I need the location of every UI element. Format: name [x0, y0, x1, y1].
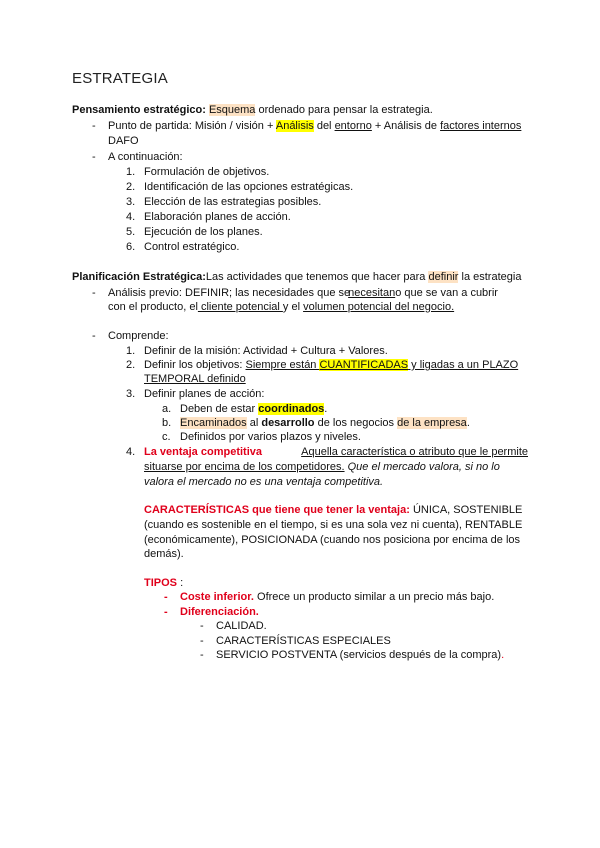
text: o que se van a cubrir	[395, 287, 498, 299]
item-number: 2.	[126, 359, 136, 371]
bullet-dash: -	[200, 649, 204, 661]
sub-item-coordinados	[180, 402, 327, 416]
text-volumen-potencial: volumen potencial del negocio.	[303, 301, 455, 313]
step-number: 4.	[126, 211, 136, 223]
planificacion-heading: Planificación Estratégica:	[72, 271, 206, 283]
diferenciacion-item: CALIDAD.	[216, 620, 267, 632]
bullet-dash: -	[200, 635, 204, 647]
bullet-dash: -	[92, 120, 96, 132]
item-objetivos-cont: TEMPORAL definido	[144, 373, 246, 385]
item-ventaja-line-3: valora el mercado no es una ventaja competitiva.	[144, 476, 384, 488]
step-number: 6.	[126, 241, 136, 253]
analisis-line-1	[108, 286, 528, 300]
step-number: 3.	[126, 196, 136, 208]
text: Las actividades que tenemos que hacer para	[205, 271, 429, 283]
bullet-dash: -	[92, 330, 96, 342]
comprende-label: Comprende:	[108, 330, 169, 342]
text: + Análisis de	[371, 120, 441, 132]
text: Deben de estar	[180, 403, 259, 415]
step-item: Formulación de objetivos.	[144, 166, 270, 178]
text: SERVICIO POSTVENTA (servicios después de la compra)	[216, 649, 502, 661]
analisis-line-2	[108, 300, 454, 314]
caracteristicas-line-3: (económicamente), POSICIONADA (cuando nos posiciona por encima de los	[144, 534, 521, 546]
text: Que el mercado valora, si no lo	[344, 461, 500, 473]
text-entorno: entorno	[334, 120, 372, 132]
sub-item-encaminados	[180, 416, 470, 430]
pensamiento-line	[72, 103, 433, 117]
item-number: 3.	[126, 388, 136, 400]
text: ÚNICA, SOSTENIBLE	[409, 504, 523, 516]
text: .	[466, 417, 470, 429]
caracteristicas-line-1	[144, 503, 522, 517]
text: situarse por encima de los competidores.	[144, 461, 345, 473]
page-title: ESTRATEGIA	[72, 70, 168, 87]
highlight-esquema: Esquema	[208, 104, 256, 116]
highlight-empresa: de la empresa	[397, 417, 467, 429]
step-number: 2.	[126, 181, 136, 193]
coste-heading: Coste inferior.	[180, 591, 254, 603]
item-ventaja-line-1	[144, 445, 528, 459]
sub-letter: a.	[162, 403, 172, 415]
step-item: Elección de las estrategias posibles.	[144, 196, 322, 208]
step-item: Control estratégico.	[144, 241, 240, 253]
ventaja-heading: La ventaja competitiva	[144, 446, 262, 458]
text: .	[501, 649, 505, 661]
tipos-line	[144, 576, 183, 590]
diferenciacion-item	[216, 648, 504, 662]
tipo-diferenciacion: Diferenciación.	[180, 606, 259, 618]
step-item: Identificación de las opciones estratégicas.	[144, 181, 354, 193]
item-number: 1.	[126, 345, 136, 357]
continuacion-label: A continuación:	[108, 151, 183, 163]
bullet-dash: -	[92, 287, 96, 299]
bullet-dash: -	[92, 151, 96, 163]
text: de los negocios	[314, 417, 398, 429]
tipo-coste	[180, 590, 494, 604]
text: y ligadas a un PLAZO	[408, 359, 519, 371]
text: :	[177, 577, 184, 589]
caracteristicas-line-2: (cuando es sostenible en el tiempo, si es una sola vez ni cuenta), RENTABLE	[144, 519, 523, 531]
item-objetivos	[144, 358, 518, 372]
text: Análisis previo: DEFINIR; las necesidades que se	[108, 287, 351, 299]
planificacion-line	[72, 270, 521, 284]
sub-letter: b.	[162, 417, 172, 429]
text: Ofrece un producto similar a un precio más bajo.	[253, 591, 495, 603]
sub-item-plazos: Definidos por varios plazos y niveles.	[180, 431, 361, 443]
text: y el	[282, 301, 304, 313]
text: Definir los objetivos:	[144, 359, 246, 371]
text: ordenado para pensar la estrategia.	[255, 104, 433, 116]
step-item: Ejecución de los planes.	[144, 226, 263, 238]
bullet-dash: -	[164, 591, 168, 603]
item-ventaja-line-2	[144, 460, 500, 474]
highlight-coordinados: coordinados	[258, 403, 325, 415]
text: del	[313, 120, 335, 132]
pensamiento-heading: Pensamiento estratégico:	[72, 104, 206, 116]
bullet-dash: -	[200, 620, 204, 632]
highlight-encaminados: Encaminados	[180, 417, 247, 429]
highlight-definir: definir	[428, 271, 459, 283]
text: Aquella característica o atributo que le permite	[301, 446, 528, 458]
text: Siempre están	[245, 359, 320, 371]
diferenciacion-item: CARACTERÍSTICAS ESPECIALES	[216, 635, 391, 647]
highlight-cuantificadas: CUANTIFICADAS	[319, 359, 409, 371]
punto-partida	[108, 119, 521, 133]
dafo-text: DAFO	[108, 135, 139, 147]
item-number: 4.	[126, 446, 136, 458]
text-desarrollo: desarrollo	[261, 417, 315, 429]
text: al	[246, 417, 262, 429]
item-planes: Definir planes de acción:	[144, 388, 265, 400]
step-number: 1.	[126, 166, 136, 178]
text-factores: factores internos	[440, 120, 522, 132]
sub-letter: c.	[162, 431, 171, 443]
item-mision: Definir de la misión: Actividad + Cultura + Valores.	[144, 345, 388, 357]
text: la estrategia	[458, 271, 522, 283]
caracteristicas-heading: CARACTERÍSTICAS que tiene que tener la ventaja:	[144, 504, 410, 516]
text: Punto de partida: Misión / visión +	[108, 120, 276, 132]
text: con el producto, el	[108, 301, 198, 313]
tipos-heading: TIPOS	[144, 577, 178, 589]
text: .	[324, 403, 328, 415]
text-cliente-potencial: cliente potencial	[197, 301, 283, 313]
step-item: Elaboración planes de acción.	[144, 211, 291, 223]
bullet-dash: -	[164, 606, 168, 618]
step-number: 5.	[126, 226, 136, 238]
caracteristicas-line-4: demás).	[144, 548, 184, 560]
text-necesitan: necesitan	[348, 287, 396, 299]
highlight-analisis: Análisis	[275, 120, 314, 132]
